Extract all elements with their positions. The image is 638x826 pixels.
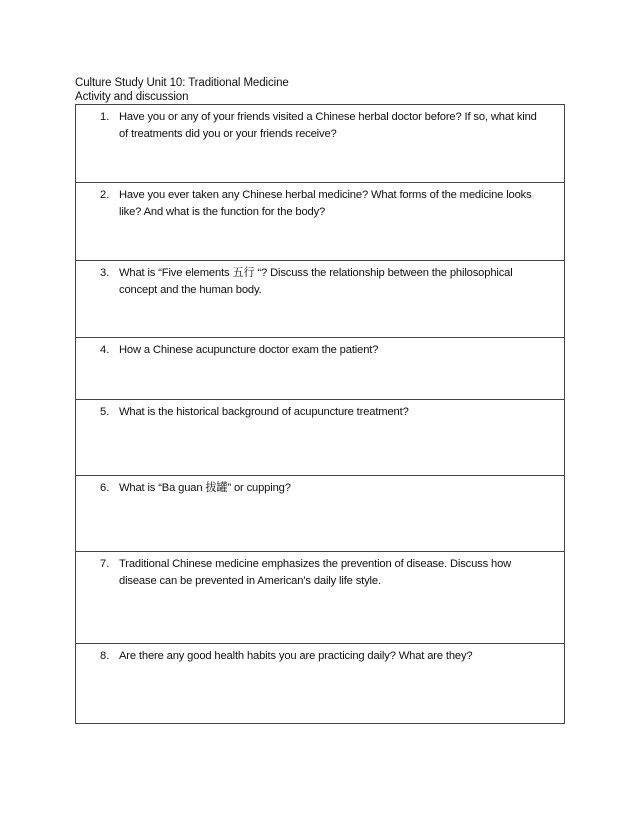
question-text: What is “Five elements 五行 “? Discuss the relationship between the philosophical concept and the human body. bbox=[119, 267, 513, 296]
question-number: 2. bbox=[100, 189, 110, 201]
document-subtitle: Activity and discussion bbox=[75, 91, 189, 103]
question-number: 3. bbox=[100, 267, 110, 279]
question-number: 5. bbox=[100, 406, 110, 418]
question-row[interactable] bbox=[76, 552, 564, 644]
question-row[interactable] bbox=[76, 261, 564, 338]
question-row[interactable] bbox=[76, 183, 564, 261]
question-number: 4. bbox=[100, 344, 110, 356]
questions-table bbox=[75, 104, 565, 724]
question-text: What is the historical background of acupuncture treatment? bbox=[119, 406, 409, 418]
question-text: Have you ever taken any Chinese herbal medicine? What forms of the medicine looks like? And what is the function for the body? bbox=[119, 189, 532, 218]
question-row[interactable] bbox=[76, 105, 564, 183]
question-text: What is “Ba guan 拔罐” or cupping? bbox=[119, 482, 291, 494]
question-number: 6. bbox=[100, 482, 110, 494]
document-title: Culture Study Unit 10: Traditional Medicine bbox=[75, 77, 289, 89]
question-row[interactable] bbox=[76, 400, 564, 476]
document-header bbox=[75, 76, 289, 104]
question-row[interactable] bbox=[76, 644, 564, 724]
question-number: 7. bbox=[100, 558, 110, 570]
question-text: Are there any good health habits you are practicing daily? What are they? bbox=[119, 650, 473, 662]
question-text: Have you or any of your friends visited a Chinese herbal doctor before? If so, what kind of treatments did you or your friends receive? bbox=[119, 111, 537, 140]
question-number: 1. bbox=[100, 111, 110, 123]
question-row[interactable] bbox=[76, 476, 564, 552]
question-number: 8. bbox=[100, 650, 110, 662]
question-text: Traditional Chinese medicine emphasizes the prevention of disease. Discuss how disease can be prevented in American’s daily life style. bbox=[119, 558, 512, 587]
question-text: How a Chinese acupuncture doctor exam the patient? bbox=[119, 344, 379, 356]
question-row[interactable] bbox=[76, 338, 564, 400]
